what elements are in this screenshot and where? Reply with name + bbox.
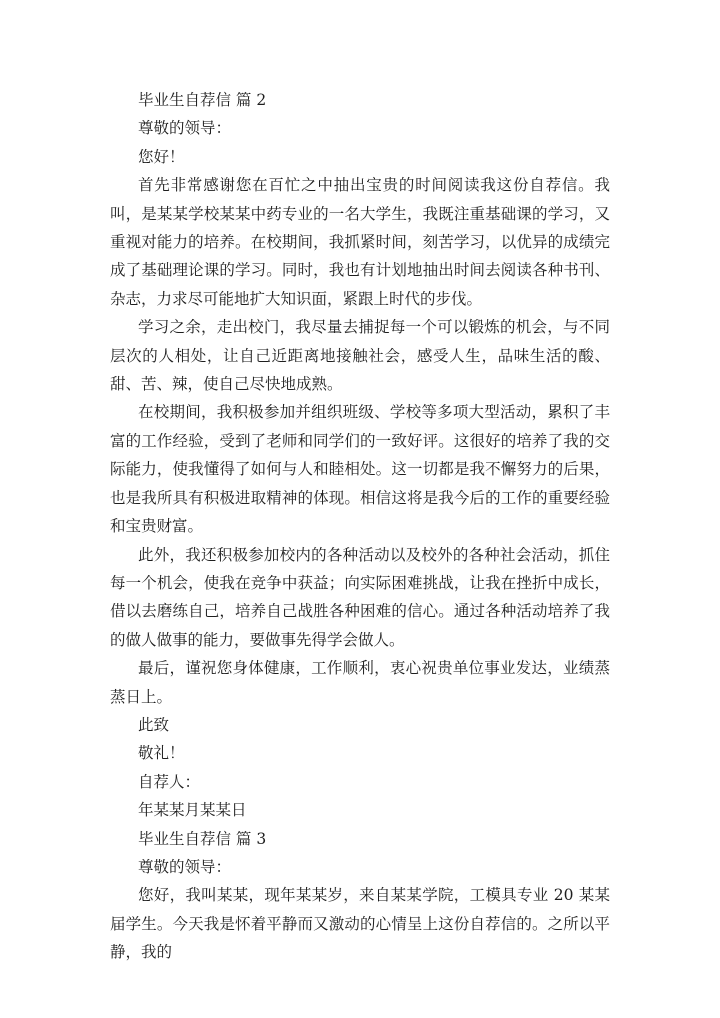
body-paragraph: 您好，我叫某某，现年某某岁，来自某某学院，工模具专业 20 某某届学生。今天我是怀着平静而又激动的心情呈上这份自荐信的。之所以平静，我的 xyxy=(110,886,610,962)
body-paragraph: 学习之余，走出校门，我尽量去捕捉每一个可以锻炼的机会，与不同层次的人相处，让自己近距离地接触社会，感受人生，品味生活的酸、甜、苦、辣，使自己尽快地成熟。 xyxy=(110,318,610,394)
signature-label: 自荐人： xyxy=(138,772,201,791)
document-body xyxy=(110,86,610,967)
section-heading: 毕业生自荐信 篇 3 xyxy=(138,829,267,848)
body-paragraph: 此外，我还积极参加校内的各种活动以及校外的各种社会活动，抓住每一个机会，使我在竞争中获益；向实际困难挑战，让我在挫折中成长，借以去磨练自己，培养自己战胜各种困难的信心。通过各种活动培养了我的做人做事的能力，要做事先得学会做人。 xyxy=(110,545,610,649)
respect-phrase: 敬礼！ xyxy=(138,744,185,763)
body-paragraph: 最后，谨祝您身体健康，工作顺利，衷心祝贵单位事业发达，业绩蒸蒸日上。 xyxy=(110,659,610,706)
body-paragraph: 在校期间，我积极参加并组织班级、学校等多项大型活动，累积了丰富的工作经验，受到了老师和同学们的一致好评。这很好的培养了我的交际能力，使我懂得了如何与人和睦相处。这一切都是我不懈努力的后果，也是我所具有积极进取精神的体现。相信这将是我今后的工作的重要经验和宝贵财富。 xyxy=(110,403,610,536)
salutation: 尊敬的领导： xyxy=(138,119,232,138)
body-paragraph: 首先非常感谢您在百忙之中抽出宝贵的时间阅读我这份自荐信。我叫，是某某学校某某中药专业的一名大学生，我既注重基础课的学习，又重视对能力的培养。在校期间，我抓紧时间，刻苦学习，以优异的成绩完成了基础理论课的学习。同时，我也有计划地抽出时间去阅读各种书刊、杂志，力求尽可能地扩大知识面，紧跟上时代的步伐。 xyxy=(110,176,610,308)
greeting: 您好！ xyxy=(138,147,185,166)
closing-phrase: 此致 xyxy=(138,715,170,734)
date-line: 年某某月某某日 xyxy=(138,801,247,820)
section-heading: 毕业生自荐信 篇 2 xyxy=(138,91,267,109)
salutation: 尊敬的领导： xyxy=(138,857,232,876)
